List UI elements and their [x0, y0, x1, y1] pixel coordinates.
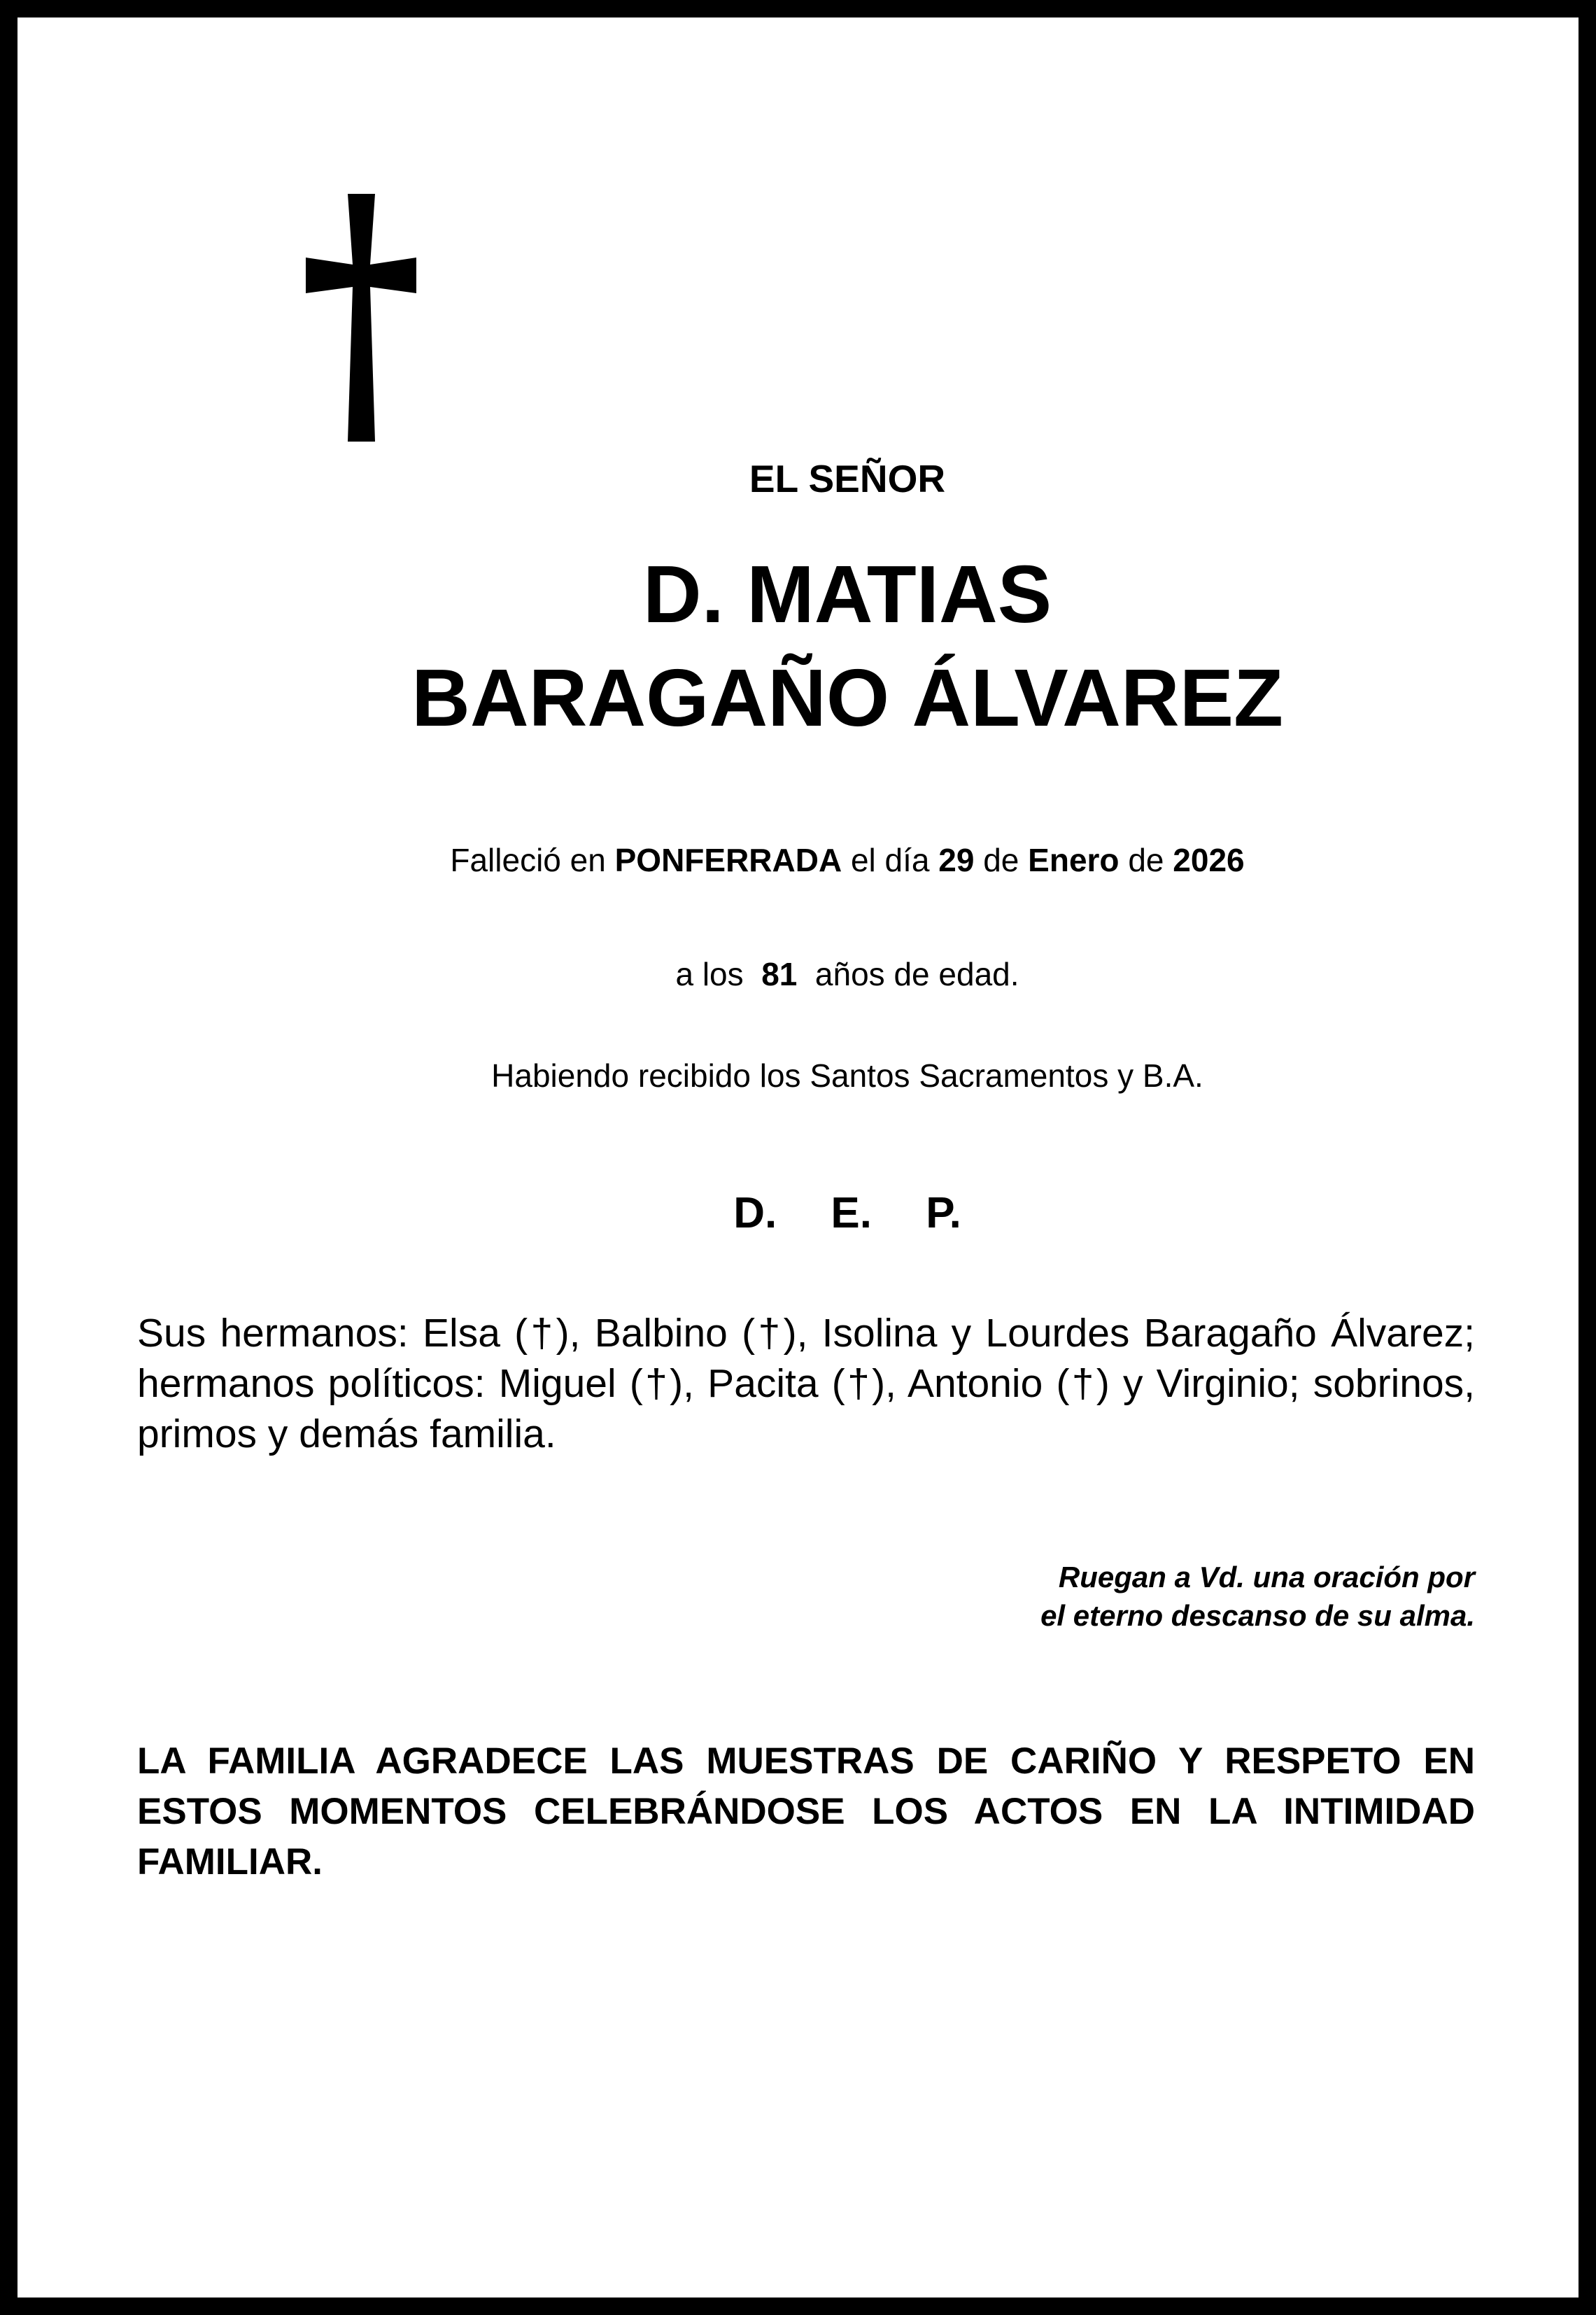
death-place: PONFERRADA: [614, 842, 842, 878]
title: EL SEÑOR: [749, 457, 946, 500]
name-line-1: D. MATIAS: [642, 549, 1052, 640]
prayer-request: [137, 1558, 1475, 1635]
cross-icon: [306, 194, 416, 442]
year-prefix: de: [1119, 842, 1173, 878]
sacraments-text: Habiendo recibido los Santos Sacramentos y B.A.: [491, 1057, 1203, 1094]
dep-text: D. E. P.: [733, 1189, 961, 1237]
family-paragraph: Sus hermanos: Elsa (†), Balbino (†), Isolina y Lourdes Baragaño Álvarez; hermanos políticos: Miguel (†), Pacita (†), Antonio (†) y Virginio; sobrinos, primos y demás familia.: [137, 1311, 1475, 1456]
death-prefix: Falleció en: [450, 842, 615, 878]
death-year: 2026: [1173, 842, 1245, 878]
age-value: 81: [761, 956, 798, 992]
month-prefix: de: [974, 842, 1029, 878]
thanks-paragraph: LA FAMILIA AGRADECE LAS MUESTRAS DE CARIÑO Y RESPETO EN ESTOS MOMENTOS CELEBRÁNDOSE LOS ACTOS EN LA INTIMIDAD FAMILIAR.: [137, 1740, 1475, 1883]
deceased-name: [210, 542, 1485, 750]
prayer-line-1: Ruegan a Vd. una oración por: [1058, 1561, 1475, 1593]
age-prefix: a los: [675, 956, 753, 992]
name-line-2: BARAGAÑO ÁLVAREZ: [411, 652, 1283, 743]
prayer-line-2: el eterno descanso de su alma.: [1040, 1599, 1475, 1632]
death-info: [210, 841, 1485, 880]
day-prefix: el día: [842, 842, 939, 878]
death-day: 29: [938, 842, 975, 878]
death-month: Enero: [1028, 842, 1120, 878]
age-info: [210, 955, 1485, 994]
age-suffix: años de edad.: [806, 956, 1019, 992]
